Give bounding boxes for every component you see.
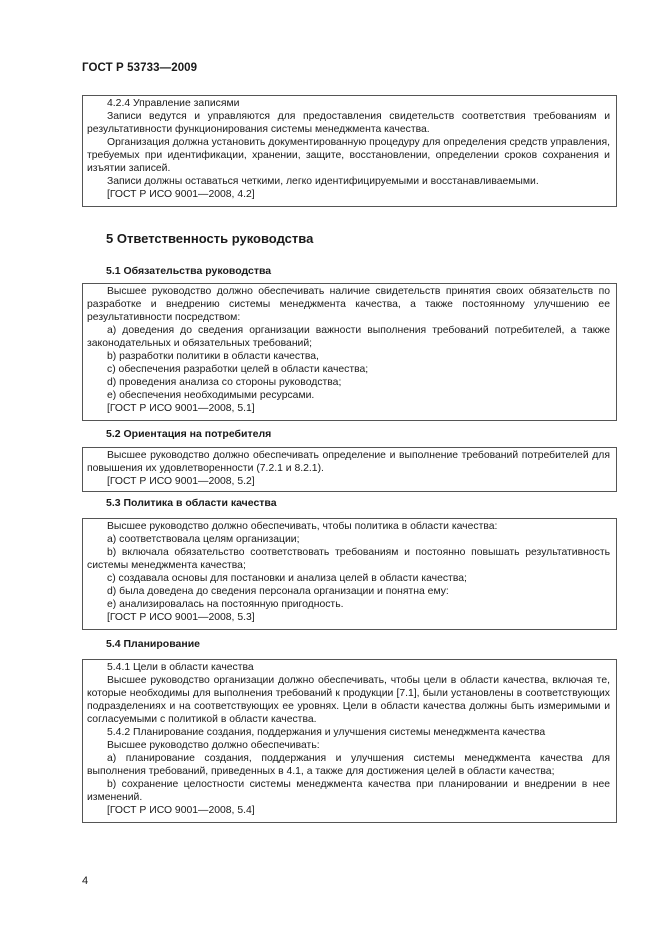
paragraph: Высшее руководство должно обеспечивать наличие свидетельств принятия своих обязательств по разработке и внедрению системы менеджмента качества, а также постоянному улучшению ее результативности посредством: <box>87 286 610 323</box>
paragraph: Высшее руководство должно обеспечивать: <box>107 740 320 751</box>
paragraph: Высшее руководство должно обеспечивать определение и выполнение требований потребителей для повышения их удовлетворенности (7.2.1 и 8.2.1). <box>87 450 610 474</box>
list-item: c) обеспечения разработки целей в области качества; <box>107 364 369 375</box>
list-item: d) проведения анализа со стороны руководства; <box>107 377 342 388</box>
reference: [ГОСТ Р ИСО 9001—2008, 5.4] <box>107 805 255 816</box>
paragraph: Организация должна установить документированную процедуру для определения средств управления, требуемых при идентификации, хранении, защите, восстановлении, определении сроков сохранения и изъятии записей. <box>87 137 610 174</box>
reference: [ГОСТ Р ИСО 9001—2008, 5.2] <box>107 476 255 487</box>
clause-heading: 4.2.4 Управление записями <box>107 98 240 109</box>
quote-box-5-3 <box>82 518 617 630</box>
reference: [ГОСТ Р ИСО 9001—2008, 4.2] <box>107 189 255 200</box>
page-number: 4 <box>82 875 89 887</box>
clause-heading: 5.4.2 Планирование создания, поддержания и улучшения системы менеджмента качества <box>107 727 546 738</box>
quote-box-5-1 <box>82 283 617 421</box>
list-item: e) обеспечения необходимыми ресурсами. <box>107 390 315 401</box>
list-item: c) создавала основы для постановки и анализа целей в области качества; <box>107 573 467 584</box>
subsection-title: 5.4 Планирование <box>106 638 200 650</box>
list-item: b) разработки политики в области качества, <box>107 351 319 362</box>
list-item: d) была доведена до сведения персонала организации и понятна ему: <box>107 586 449 597</box>
quote-box-5-2 <box>82 447 617 492</box>
paragraph: Высшее руководство должно обеспечивать, чтобы политика в области качества: <box>107 521 498 532</box>
quote-box-4-2-4 <box>82 95 617 207</box>
paragraph: Записи ведутся и управляются для предоставления свидетельств соответствия требованиям и результативности функционирования системы менеджмента качества. <box>87 111 610 135</box>
subsection-title: 5.3 Политика в области качества <box>106 497 277 509</box>
paragraph: Записи должны оставаться четкими, легко идентифицируемыми и восстанавливаемыми. <box>107 176 539 187</box>
list-item: b) сохранение целостности системы менеджмента качества при планировании и внедрении в нее изменений. <box>87 779 610 803</box>
reference: [ГОСТ Р ИСО 9001—2008, 5.3] <box>107 612 255 623</box>
quote-box-5-4 <box>82 659 617 823</box>
paragraph: Высшее руководство организации должно обеспечивать, чтобы цели в области качества, включая те, которые необходимы для выполнения требований к продукции [7.1], были установлены в соответствующих подразделениях и на соответствующих ее уровнях. Цели в области качества должны быть измеримыми и согласуемыми с политикой в области качества. <box>87 675 610 725</box>
list-item: b) включала обязательство соответствовать требованиям и постоянно повышать результативность системы менеджмента качества; <box>87 547 610 571</box>
list-item: a) соответствовала целям организации; <box>107 534 300 545</box>
subsection-title: 5.1 Обязательства руководства <box>106 265 272 277</box>
reference: [ГОСТ Р ИСО 9001—2008, 5.1] <box>107 403 255 414</box>
clause-heading: 5.4.1 Цели в области качества <box>107 662 254 673</box>
document-code: ГОСТ Р 53733—2009 <box>82 62 198 74</box>
list-item: a) доведения до сведения организации важности выполнения требований потребителей, а также законодательных и обязательных требований; <box>87 325 610 349</box>
list-item: e) анализировалась на постоянную пригодность. <box>107 599 344 610</box>
subsection-title: 5.2 Ориентация на потребителя <box>106 428 272 440</box>
list-item: a) планирование создания, поддержания и улучшения системы менеджмента качества для выполнения требований, приведенных в 4.1, а также для достижения целей в области качества; <box>87 753 610 777</box>
section-title: 5 Ответственность руководства <box>106 231 314 246</box>
